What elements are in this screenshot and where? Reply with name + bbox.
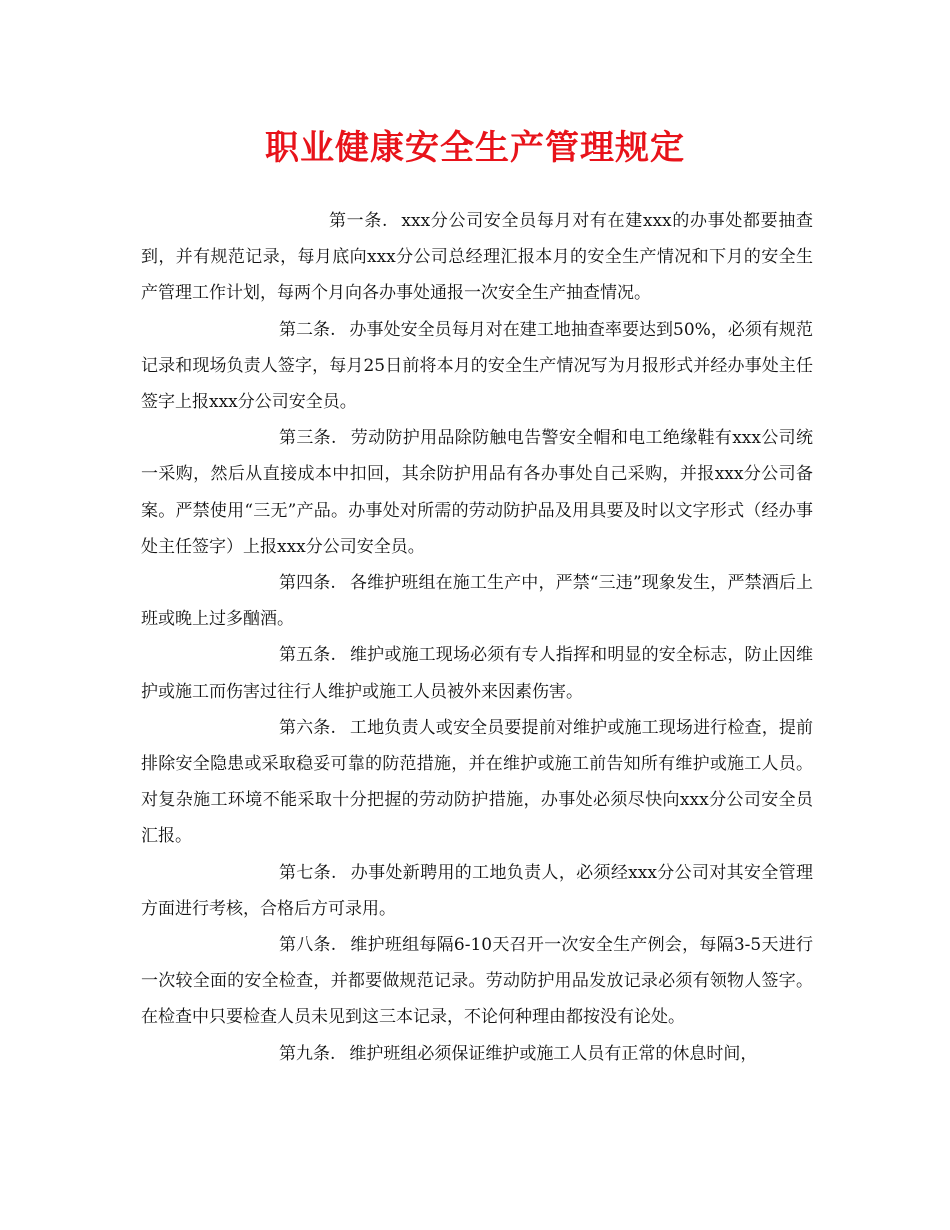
article-text: 办事处新聘用的工地负责人，必须经xxx分公司对其安全管理方面进行考核，合格后方可录用。 xyxy=(141,862,813,919)
article-text: 维护班组每隔6-10天召开一次安全生产例会，每隔3-5天进行一次较全面的安全检查，并都要做规范记录。劳动防护用品发放记录必须有领物人签字。在检查中只要检查人员未见到这三本记录，不论何种理由都按没有论处。 xyxy=(141,935,813,1028)
article-text: 各维护班组在施工生产中，严禁“三违”现象发生，严禁酒后上班或晚上过多酗酒。 xyxy=(141,573,813,630)
article-6 xyxy=(141,710,813,855)
article-number: 第七条. xyxy=(279,862,337,883)
article-number: 第九条. xyxy=(279,1043,336,1064)
article-text: 工地负责人或安全员要提前对维护或施工现场进行检查，提前排除安全隐患或采取稳妥可靠的防范措施，并在维护或施工前告知所有维护或施工人员。对复杂施工环境不能采取十分把握的劳动防护措施，办事处必须尽快向xxx分公司安全员汇报。 xyxy=(141,717,814,847)
article-number: 第一条. xyxy=(329,211,388,231)
article-4 xyxy=(141,565,813,637)
article-8 xyxy=(141,927,813,1036)
article-number: 第六条. xyxy=(279,717,336,738)
article-5 xyxy=(141,637,813,709)
article-number: 第四条. xyxy=(279,573,336,594)
article-1 xyxy=(141,203,813,312)
article-9 xyxy=(141,1036,813,1072)
article-number: 第三条. xyxy=(279,428,337,449)
article-text: 办事处安全员每月对在建工地抽查率要达到50%，必须有规范记录和现场负责人签字，每月25日前将本月的安全生产情况写为月报形式并经办事处主任签字上报xxx分公司安全员。 xyxy=(141,319,813,413)
article-7 xyxy=(141,855,813,927)
article-text: 劳动防护用品除防触电告警安全帽和电工绝缘鞋有xxx公司统一采购，然后从直接成本中扣回，其余防护用品有各办事处自己采购，并报xxx分公司备案。严禁使用“三无”产品。办事处对所需的劳动防护品及用具要及时以文字形式（经办事处主任签字）上报xxx分公司安全员。 xyxy=(141,428,813,557)
article-number: 第五条. xyxy=(279,645,336,666)
article-3 xyxy=(141,420,813,565)
article-text: 维护班组必须保证维护或施工人员有正常的休息时间， xyxy=(349,1043,758,1064)
article-text: 维护或施工现场必须有专人指挥和明显的安全标志，防止因维护或施工而伤害过往行人维护或施工人员被外来因素伤害。 xyxy=(141,645,814,702)
article-number: 第二条. xyxy=(279,319,336,340)
document-body xyxy=(141,203,813,1072)
article-number: 第八条. xyxy=(279,935,337,956)
article-2 xyxy=(141,312,813,421)
article-text: xxx分公司安全员每月对有在建xxx的办事处都要抽查到，并有规范记录，每月底向xxx分公司总经理汇报本月的安全生产情况和下月的安全生产管理工作计划，每两个月向各办事处通报一次安全生产抽查情况。 xyxy=(141,211,814,304)
document-title: 职业健康安全生产管理规定 xyxy=(265,128,685,168)
